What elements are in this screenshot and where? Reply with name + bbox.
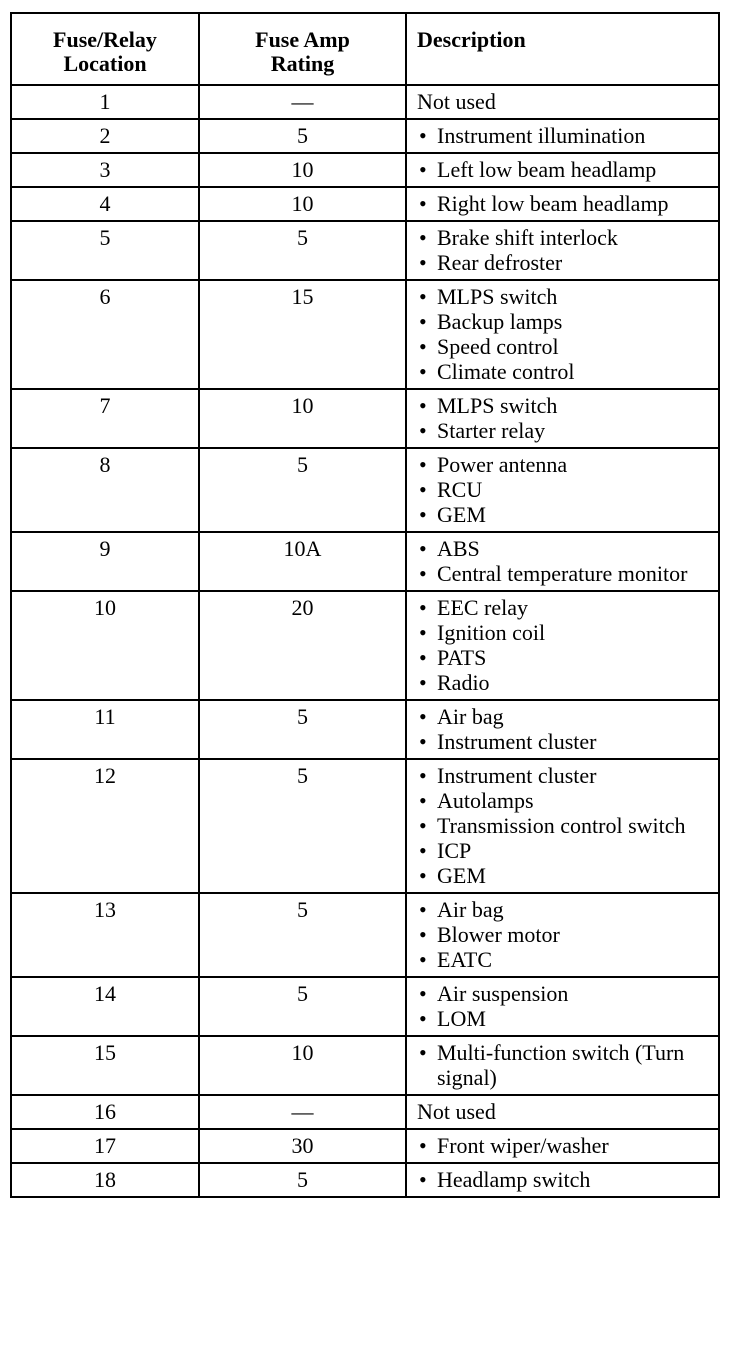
description-item: • Left low beam headlamp <box>417 157 718 182</box>
description-text: Not used <box>417 89 496 114</box>
description-item: • Autolamps <box>417 788 718 813</box>
fuse-description-cell <box>406 893 719 977</box>
fuse-table-body <box>11 85 719 1197</box>
description-item: • ICP <box>417 838 718 863</box>
fuse-description-cell <box>406 85 719 119</box>
header-row <box>11 13 719 85</box>
header-location-line1: Fuse/Relay <box>53 27 157 52</box>
description-list <box>417 452 718 527</box>
header-rating <box>199 13 406 85</box>
fuse-location-cell: 5 <box>11 221 199 280</box>
fuse-location-cell: 6 <box>11 280 199 389</box>
fuse-rating-cell: — <box>199 85 406 119</box>
description-item: • Starter relay <box>417 418 718 443</box>
table-row <box>11 591 719 700</box>
fuse-description-cell <box>406 389 719 448</box>
fuse-rating-cell: 5 <box>199 759 406 893</box>
description-list <box>417 981 718 1031</box>
fuse-rating-cell: 10 <box>199 1036 406 1095</box>
fuse-rating-cell: 5 <box>199 977 406 1036</box>
table-row <box>11 532 719 591</box>
fuse-location-cell: 8 <box>11 448 199 532</box>
description-text: Not used <box>417 1099 496 1124</box>
fuse-location-cell: 16 <box>11 1095 199 1129</box>
description-list <box>417 536 718 586</box>
table-row <box>11 1095 719 1129</box>
fuse-rating-cell: 5 <box>199 448 406 532</box>
fuse-location-cell: 10 <box>11 591 199 700</box>
description-item: • Central temperature monitor <box>417 561 718 586</box>
fuse-rating-cell: 5 <box>199 221 406 280</box>
fuse-description-cell <box>406 153 719 187</box>
description-item: • Power antenna <box>417 452 718 477</box>
description-list <box>417 897 718 972</box>
table-row <box>11 1163 719 1197</box>
table-row <box>11 119 719 153</box>
header-location <box>11 13 199 85</box>
fuse-location-cell: 15 <box>11 1036 199 1095</box>
fuse-description-cell <box>406 119 719 153</box>
fuse-location-cell: 14 <box>11 977 199 1036</box>
header-description: Description <box>406 13 719 85</box>
description-list <box>417 763 718 888</box>
fuse-location-cell: 1 <box>11 85 199 119</box>
fuse-location-cell: 18 <box>11 1163 199 1197</box>
description-item: • RCU <box>417 477 718 502</box>
description-item: • MLPS switch <box>417 284 718 309</box>
table-row <box>11 759 719 893</box>
table-row <box>11 1129 719 1163</box>
table-row <box>11 448 719 532</box>
fuse-rating-cell: 10 <box>199 389 406 448</box>
table-row <box>11 221 719 280</box>
description-list <box>417 1133 718 1158</box>
fuse-rating-cell: 10A <box>199 532 406 591</box>
description-item: • Brake shift interlock <box>417 225 718 250</box>
description-list <box>417 1040 718 1090</box>
fuse-description-cell <box>406 1036 719 1095</box>
fuse-description-cell <box>406 1163 719 1197</box>
fuse-rating-cell: 10 <box>199 187 406 221</box>
table-row <box>11 977 719 1036</box>
description-item: • Instrument cluster <box>417 729 718 754</box>
description-item: • EEC relay <box>417 595 718 620</box>
header-rating-line2: Rating <box>270 51 335 76</box>
fuse-description-cell <box>406 759 719 893</box>
table-row <box>11 187 719 221</box>
fuse-rating-cell: 5 <box>199 893 406 977</box>
fuse-location-cell: 12 <box>11 759 199 893</box>
description-item: • Multi-function switch (Turn signal) <box>417 1040 718 1090</box>
table-row <box>11 85 719 119</box>
description-item: • GEM <box>417 502 718 527</box>
description-item: • Instrument cluster <box>417 763 718 788</box>
fuse-description-cell <box>406 187 719 221</box>
header-location-line2: Location <box>63 51 147 76</box>
fuse-rating-cell: 5 <box>199 119 406 153</box>
description-item: • Air bag <box>417 897 718 922</box>
description-item: • Air suspension <box>417 981 718 1006</box>
description-item: • Air bag <box>417 704 718 729</box>
description-item: • GEM <box>417 863 718 888</box>
fuse-rating-cell: 30 <box>199 1129 406 1163</box>
header-rating-line1: Fuse Amp <box>255 27 350 52</box>
fuse-location-cell: 7 <box>11 389 199 448</box>
description-item: • Transmission control switch <box>417 813 718 838</box>
description-item: • Front wiper/washer <box>417 1133 718 1158</box>
description-item: • Rear defroster <box>417 250 718 275</box>
description-list <box>417 704 718 754</box>
fuse-description-cell <box>406 532 719 591</box>
description-item: • Climate control <box>417 359 718 384</box>
description-item: • Headlamp switch <box>417 1167 718 1192</box>
fuse-rating-cell: 15 <box>199 280 406 389</box>
fuse-location-cell: 9 <box>11 532 199 591</box>
fuse-description-cell <box>406 221 719 280</box>
fuse-rating-cell: 5 <box>199 1163 406 1197</box>
fuse-location-cell: 3 <box>11 153 199 187</box>
description-item: • Radio <box>417 670 718 695</box>
description-list <box>417 191 718 216</box>
description-item: • Backup lamps <box>417 309 718 334</box>
description-item: • EATC <box>417 947 718 972</box>
description-list <box>417 393 718 443</box>
fuse-description-cell <box>406 1095 719 1129</box>
fuse-description-cell <box>406 977 719 1036</box>
fuse-description-cell <box>406 1129 719 1163</box>
fuse-rating-cell: 5 <box>199 700 406 759</box>
fuse-location-cell: 2 <box>11 119 199 153</box>
fuse-location-cell: 17 <box>11 1129 199 1163</box>
fuse-description-cell <box>406 280 719 389</box>
description-item: • MLPS switch <box>417 393 718 418</box>
table-row <box>11 893 719 977</box>
fuse-description-cell <box>406 700 719 759</box>
fuse-rating-cell: 20 <box>199 591 406 700</box>
description-list <box>417 284 718 384</box>
fuse-location-cell: 11 <box>11 700 199 759</box>
description-list <box>417 123 718 148</box>
fuse-description-cell <box>406 448 719 532</box>
fuse-description-cell <box>406 591 719 700</box>
description-list <box>417 157 718 182</box>
description-item: • ABS <box>417 536 718 561</box>
fuse-location-cell: 4 <box>11 187 199 221</box>
description-list <box>417 1167 718 1192</box>
table-row <box>11 153 719 187</box>
fuse-rating-cell: — <box>199 1095 406 1129</box>
table-row <box>11 1036 719 1095</box>
table-row <box>11 700 719 759</box>
description-list <box>417 225 718 275</box>
description-item: • Ignition coil <box>417 620 718 645</box>
description-item: • Blower motor <box>417 922 718 947</box>
table-row <box>11 389 719 448</box>
description-item: • Right low beam headlamp <box>417 191 718 216</box>
fuse-table <box>10 12 720 1198</box>
description-list <box>417 595 718 695</box>
description-item: • LOM <box>417 1006 718 1031</box>
description-item: • Speed control <box>417 334 718 359</box>
fuse-location-cell: 13 <box>11 893 199 977</box>
description-item: • PATS <box>417 645 718 670</box>
fuse-rating-cell: 10 <box>199 153 406 187</box>
table-row <box>11 280 719 389</box>
description-item: • Instrument illumination <box>417 123 718 148</box>
